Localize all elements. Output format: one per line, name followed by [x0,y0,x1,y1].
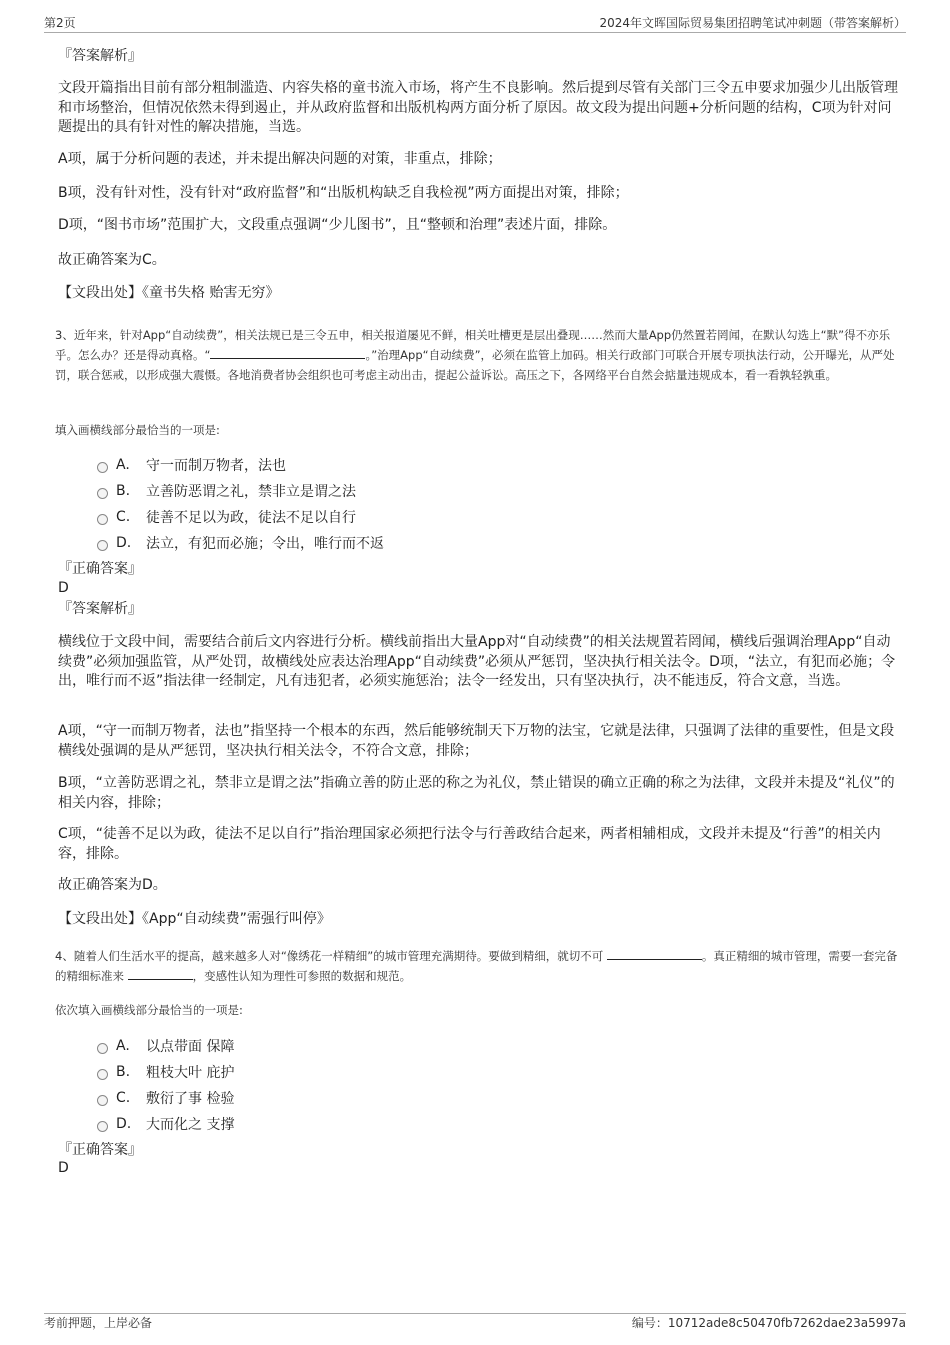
option-letter: C. [116,509,131,525]
fill-blank [128,967,193,980]
analysis-option-a: A项，属于分析问题的表述，并未提出解决问题的对策，非重点，排除； [58,151,502,167]
analysis-option-a: A项，“守一而制万物者，法也”指坚持一个根本的东西，然后能够统制天下万物的法宝，它就是法律，只强调了法律的重要性，但是文段横线处强调的是从严惩罚，坚决执行相关法令，不符合文意，排除； [58,723,895,759]
radio-button[interactable] [97,514,108,525]
option-letter: B. [116,483,131,499]
option-b[interactable] [97,1062,234,1082]
option-text: 守一而制万物者，法也 [146,458,286,474]
stem-part: 。”治理App“自动续费”，必须在监管上加码。相关行政部门可联合开展专项执法行动，公开曝光，从严处罚，联合惩戒，以形成强大震慑。各地消费者协会组织也可考虑主动出击，提起公益诉讼。高压之下，各网络平台自然会掂量违规成本，看一看孰轻孰重。 [55,348,895,382]
document-title: 2024年文晖国际贸易集团招聘笔试冲刺题（带答案解析） [599,16,906,30]
page-number: 第2页 [44,16,76,30]
fill-blank [607,947,702,960]
source: 【文段出处】《App“自动续费”需强行叫停》 [58,911,331,927]
option-a[interactable] [97,1036,234,1056]
answer-value: D [58,1160,69,1176]
radio-button[interactable] [97,540,108,551]
stem-part: ，变感性认知为理性可参照的数据和规范。 [192,969,412,983]
option-c[interactable] [97,1088,234,1108]
option-letter: A. [116,457,130,473]
option-text: 法立，有犯而必施；令出，唯行而不返 [146,536,384,552]
answer-value: D [58,580,69,596]
option-a[interactable] [97,455,286,475]
analysis-label: 『答案解析』 [58,48,142,64]
analysis-option-d: D项，“图书市场”范围扩大，文段重点强调“少儿图书”，且“整顿和治理”表述片面，排除。 [58,217,617,233]
analysis-option-c: C项，“徒善不足以为政，徒法不足以自行”指治理国家必须把行法令与行善政结合起来，两者相辅相成，文段并未提及“行善”的相关内容，排除。 [58,826,881,862]
header-divider [44,32,906,33]
option-letter: D. [116,1116,132,1132]
option-c[interactable] [97,507,356,527]
option-text: 粗枝大叶 庇护 [146,1065,235,1081]
radio-button[interactable] [97,1121,108,1132]
stem-part: 4、随着人们生活水平的提高，越来越多人对“像绣花一样精细”的城市管理充满期待。要做到精细，就切不可 [55,949,604,963]
stem-part: 。真正精细的城市管理，需要一套完备的精细标准来 [55,949,898,983]
question-prompt: 填入画横线部分最恰当的一项是: [55,423,220,437]
option-b[interactable] [97,481,356,501]
analysis-paragraph: 横线位于文段中间，需要结合前后文内容进行分析。横线前指出大量App对“自动续费”的相关法规置若罔闻，横线后强调治理App“自动续费”必须加强监管，从严处罚，故横线处应表达治理App“自动续费”必须从严惩罚，坚决执行相关法令。D项，“法立，有犯而必施；令出，唯行而不返”指法律一经制定，凡有违犯者，必须实施惩治；法令一经发出，只有坚决执行，决不能违反，符合文意，当选。 [58,634,896,689]
option-text: 以点带面 保障 [146,1039,235,1055]
radio-button[interactable] [97,1043,108,1054]
option-letter: A. [116,1038,130,1054]
fill-blank [210,346,365,359]
answer-label: 『正确答案』 [58,561,142,577]
option-text: 徒善不足以为政，徒法不足以自行 [146,510,356,526]
option-d[interactable] [97,533,384,553]
source: 【文段出处】《童书失格 贻害无穷》 [58,285,280,301]
option-d[interactable] [97,1114,234,1134]
analysis-option-b: B项，没有针对性，没有针对“政府监督”和“出版机构缺乏自我检视”两方面提出对策，排除； [58,185,629,201]
analysis-paragraph: 文段开篇指出目前有部分粗制滥造、内容失格的童书流入市场，将产生不良影响。然后提到尽管有关部门三令五申要求加强少儿出版管理和市场整治，但情况依然未得到遏止，并从政府监督和出版机构两方面分析了原因。故文段为提出问题+分析问题的结构，C项为针对问题提出的具有针对性的解决措施，当选。 [58,80,898,135]
conclusion: 故正确答案为C。 [58,252,166,268]
conclusion: 故正确答案为D。 [58,877,167,893]
option-text: 敷衍了事 检验 [146,1091,235,1107]
option-letter: D. [116,535,132,551]
radio-button[interactable] [97,1095,108,1106]
analysis-option-b: B项，“立善防恶谓之礼，禁非立是谓之法”指确立善的防止恶的称之为礼仪，禁止错误的确立正确的称之为法律，文段并未提及“礼仪”的相关内容，排除； [58,775,895,811]
option-text: 立善防恶谓之礼，禁非立是谓之法 [146,484,356,500]
footer-slogan: 考前押题，上岸必备 [44,1316,153,1330]
option-text: 大而化之 支撑 [146,1117,235,1133]
question-4-stem [55,946,900,986]
radio-button[interactable] [97,488,108,499]
option-letter: C. [116,1090,131,1106]
radio-button[interactable] [97,462,108,473]
answer-label: 『正确答案』 [58,1142,142,1158]
radio-button[interactable] [97,1069,108,1080]
analysis-label: 『答案解析』 [58,601,142,617]
document-id: 编号：10712ade8c50470fb7262dae23a5997a [631,1316,906,1330]
question-3-stem [55,325,900,385]
question-prompt: 依次填入画横线部分最恰当的一项是: [55,1003,243,1017]
option-letter: B. [116,1064,131,1080]
stem-part: 3、近年来，针对App“自动续费”，相关法规已是三令五申，相关报道屡见不鲜，相关吐槽更是层出叠现……然而大量App仍然置若罔闻，在默认勾选上“默”得不亦乐乎。怎么办？还是得动真格。“ [55,328,891,362]
